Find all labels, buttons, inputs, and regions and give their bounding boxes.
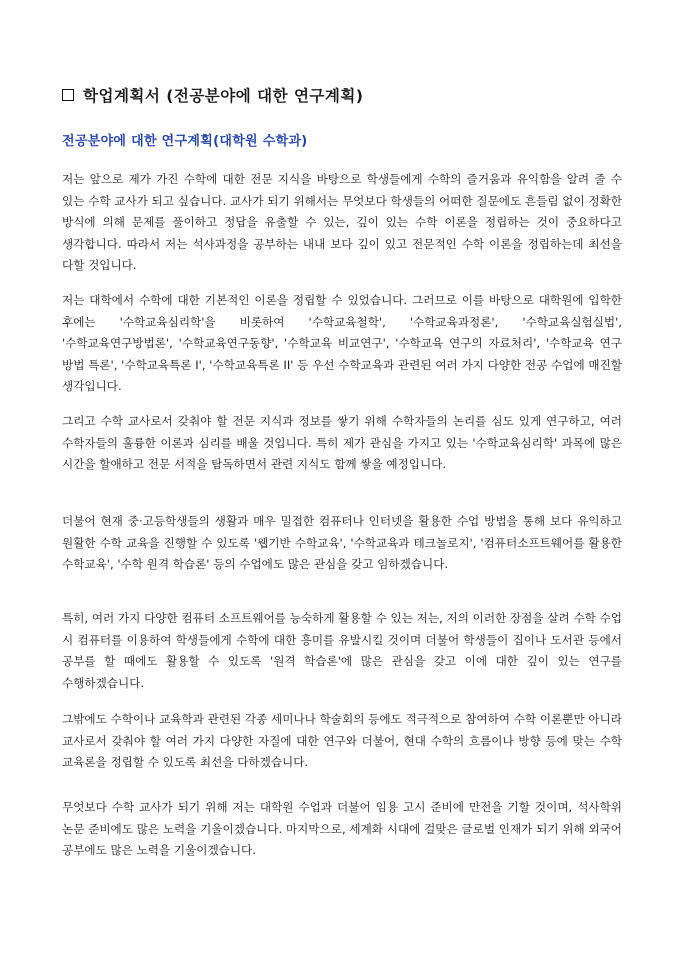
section-subtitle: 전공분야에 대한 연구계획(대학원 수학과)	[62, 134, 308, 149]
paragraph-1: 저는 앞으로 제가 가진 수학에 대한 전문 지식을 바탕으로 학생들에게 수학의 즐거움과 유익함을 알려 줄 수 있는 수학 교사가 되고 싶습니다. 교사가 되기 위해서는 무엇보다 학생들의 어떠한 질문에도 흔들림 없이 정확한 방식에 의해 문제를 풀이하고 정답을 유출할 수 있는, 깊이 있는 수학 이론을 정립하는 것이 중요하다고 생각합니다. 따라서 저는 석사과정을 공부하는 내내 보다 깊이 있고 전문적인 수학 이론을 정립하는데 최선을 다할 것입니다.	[62, 172, 622, 272]
paragraph-4: 더불어 현재 중·고등학생들의 생활과 매우 밀접한 컴퓨터나 인터넷을 활용한 수업 방법을 통해 보다 유익하고 원활한 수학 교육을 진행할 수 있도록 '웹기반 수학교육', '수학교육과 테크놀로지', '컴퓨터소프트웨어를 활용한 수학교육', '수학 원격 학습론' 등의 수업에도 많은 관심을 갖고 임하겠습니다.	[62, 514, 622, 571]
paragraph-6: 그밖에도 수학이나 교육학과 관련된 각종 세미나나 학술회의 등에도 적극적으로 참여하여 수학 이론뿐만 아니라 교사로서 갖춰야 할 여러 가지 다양한 자질에 대한 연구와 더불어, 현대 수학의 흐름이나 방향 등에 맞는 수학 교육론을 정립할 수 있도록 최선을 다하겠습니다.	[62, 712, 622, 769]
paragraph-5: 특히, 여러 가지 다양한 컴퓨터 소프트웨어를 능숙하게 활용할 수 있는 저는, 저의 이러한 장점을 살려 수학 수업 시 컴퓨터를 이용하여 학생들에게 수학에 대한 흥미를 유발시킬 것이며 더불어 학생들이 집이나 도서관 등에서 공부를 할 때에도 활용할 수 있도록 '원격 학습론'에 많은 관심을 갖고 이에 대한 깊이 있는 연구를 수행하겠습니다.	[62, 611, 622, 690]
paragraph-2: 저는 대학에서 수학에 대한 기본적인 이론을 정립할 수 있었습니다. 그러므로 이를 바탕으로 대학원에 입학한 후에는 '수학교육심리학'을 비롯하여 '수학교육철학', '수학교육과정론', '수학교육실험실법', '수학교육연구방법론', '수학교육연구동향', '수학교육 비교연구', '수학교육 연구의 자료처리', '수학교육 연구 방법 특론', '수학교육특론 I', '수학교육특론 II' 등 우선 수학교육과 관련된 여러 가지 다양한 전공 수업에 매진할 생각입니다.	[62, 293, 622, 393]
paragraph-7: 무엇보다 수학 교사가 되기 위해 저는 대학원 수업과 더불어 임용 고시 준비에 만전을 기할 것이며, 석사학위 논문 준비에도 많은 노력을 기울이겠습니다. 마지막으로, 세계화 시대에 걸맞은 글로벌 인재가 되기 위해 외국어 공부에도 많은 노력을 기울이겠습니다.	[62, 800, 622, 857]
paragraph-3: 그리고 수학 교사로서 갖춰야 할 전문 지식과 정보를 쌓기 위해 수학자들의 논리를 심도 있게 연구하고, 여러 수학자들의 훌륭한 이론과 심리를 배울 것입니다. 특히 제가 관심을 가지고 있는 '수학교육심리학' 과목에 많은 시간을 할애하고 전문 서적을 탐독하면서 관련 지식도 함께 쌓을 예정입니다.	[62, 414, 622, 471]
checkbox-icon	[62, 89, 74, 101]
document-title-text: 학업계획서 (전공분야에 대한 연구계획)	[83, 87, 364, 105]
document-title	[62, 84, 363, 106]
